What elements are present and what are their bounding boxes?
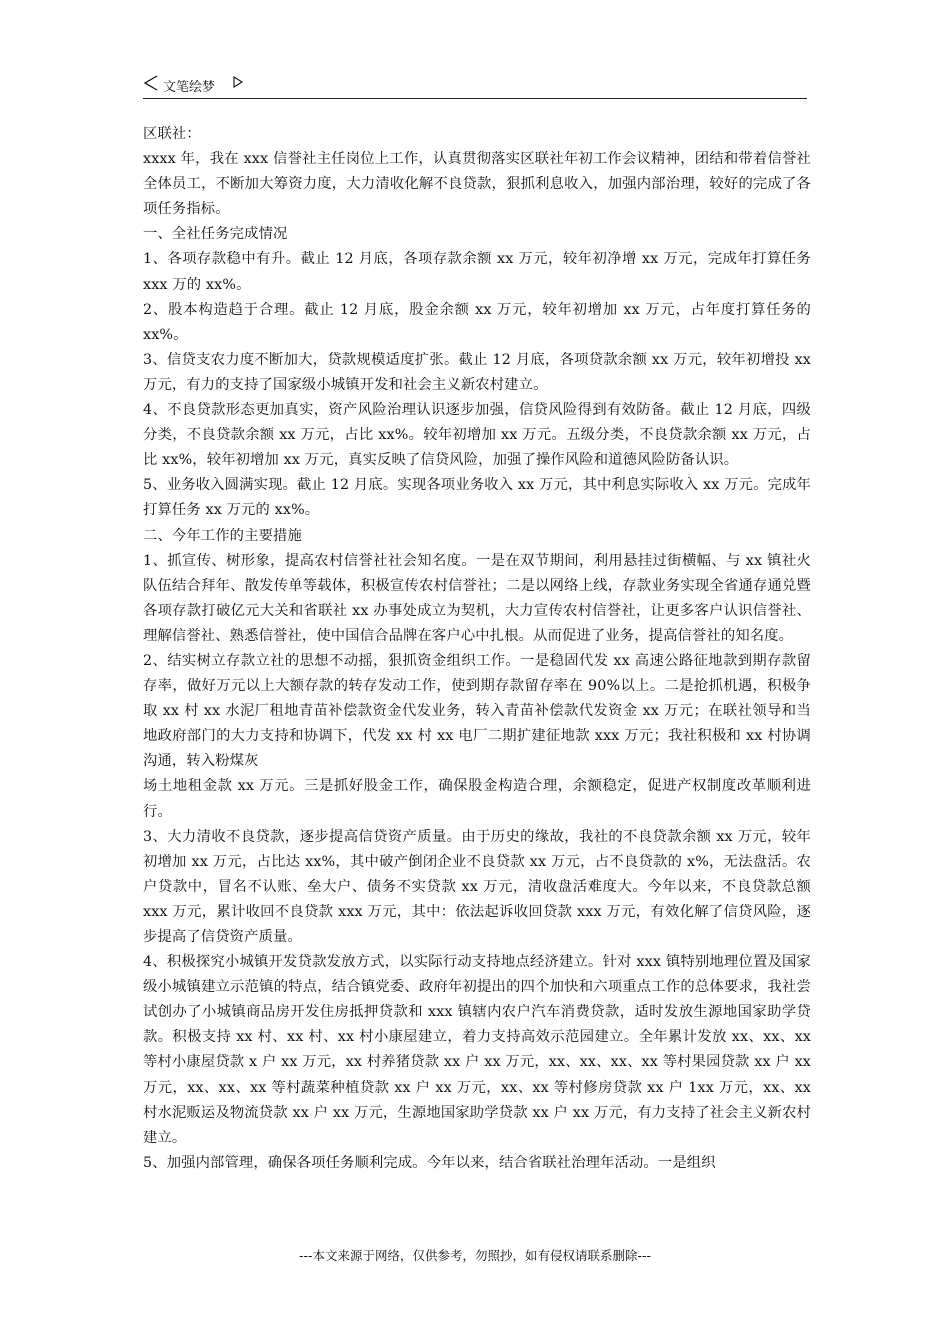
section-heading: 二、今年工作的主要措施 [143,527,302,544]
body-paragraph: 场土地租金款 xx 万元。三是抓好股金工作，确保股金构造合理，余额稳定，促进产权制度改革顺利进行。 [143,778,811,820]
body-paragraph: 1、各项存款稳中有升。截止 12 月底，各项存款余额 xx 万元，较年初净增 xx 万元，完成年打算任务 xxx 万的 xx%。 [143,251,811,293]
brand-label: 文笔绘梦 [163,80,216,95]
triangle-right-icon [233,76,243,88]
triangle-left-icon [143,74,159,92]
body-paragraph: 4、积极探究小城镇开发贷款发放方式，以实际行动支持地点经济建立。针对 xxx 镇特别地理位置及国家级小城镇建立示范镇的特点，结合镇党委、政府年初提出的四个加快和六项重点工作的总体要求，我社尝试创办了小城镇商品房开发住房抵押贷款和 xxx 镇辖内农户汽车消费贷款，适时发放生源地国家助学贷款。积极支持 xx 村、xx 村、xx 村小康屋建立，着力支持高效示范园建立。全年累计发放 xx、xx、xx 等村小康屋贷款 x 户 xx 万元，xx 村养猪贷款 xx 户 xx 万元，xx、xx、xx、xx 等村果园贷款 xx 户 xx 万元，xx、xx、xx 等村蔬菜种植贷款 xx 户 xx 万元，xx、xx 等村修房贷款 xx 户 1xx 万元，xx、xx 村水泥贩运及物流贷款 xx 户 xx 万元，生源地国家助学贷款 xx 户 xx 万元，有力支持了社会主义新农村建立。 [143,954,811,1146]
body-paragraph: 5、加强内部管理，确保各项任务顺利完成。今年以来，结合省联社治理年活动。一是组织 [143,1154,716,1171]
document-body [143,122,811,1176]
document-header [143,70,807,99]
footer-notice: ---本文来源于网络，仅供参考，勿照抄，如有侵权请联系删除--- [298,1248,652,1263]
body-paragraph: 1、抓宣传、树形象，提高农村信誉社社会知名度。一是在双节期间，利用悬挂过街横幅、与 xx 镇社火队伍结合拜年、散发传单等载体，积极宣传农村信誉社；二是以网络上线，存款业务实现全省通存通兑暨各项存款打破亿元大关和省联社 xx 办事处成立为契机，大力宣传农村信誉社，让更多客户认识信誉社、理解信誉社、熟悉信誉社，使中国信合品牌在客户心中扎根。从而促进了业务，提高信誉社的知名度。 [143,552,811,644]
body-paragraph: 2、结实树立存款立社的思想不动摇，狠抓资金组织工作。一是稳固代发 xx 高速公路征地款到期存款留存率，做好万元以上大额存款的转存发动工作，使到期存款留存率在 90%以上。二是抢抓机遇，积极争取 xx 村 xx 水泥厂租地青苗补偿款资金代发业务，转入青苗补偿款代发资金 xx 万元；在联社领导和当地政府部门的大力支持和协调下，代发 xx 村 xx 电厂二期扩建征地款 xxx 万元；我社积极和 xx 村协调沟通，转入粉煤灰 [143,652,811,770]
body-paragraph: 3、大力清收不良贷款，逐步提高信贷资产质量。由于历史的缘故，我社的不良贷款余额 xx 万元，较年初增加 xx 万元，占比达 xx%，其中破产倒闭企业不良贷款 xx 万元，占不良贷款的 x%，无法盘活。农户贷款中，冒名不认账、垒大户、债务不实贷款 xx 万元，清收盘活难度大。今年以来，不良贷款总额 xxx 万元，累计收回不良贷款 xxx 万元，其中：依法起诉收回贷款 xxx 万元，有效化解了信贷风险，逐步提高了信贷资产质量。 [143,828,811,945]
body-paragraph: 2、股本构造趋于合理。截止 12 月底，股金余额 xx 万元，较年初增加 xx 万元，占年度打算任务的 xx%。 [143,301,812,343]
body-paragraph: 4、不良贷款形态更加真实，资产风险治理认识逐步加强，信贷风险得到有效防备。截止 12 月底，四级分类，不良贷款余额 xx 万元，占比 xx%。较年初增加 xx 万元。五级分类，不良贷款余额 xx 万元，占比 xx%，较年初增加 xx 万元，真实反映了信贷风险，加强了操作风险和道德风险防备认识。 [143,402,811,469]
body-paragraph: 5、业务收入圆满实现。截止 12 月底。实现各项业务收入 xx 万元，其中利息实际收入 xx 万元。完成年打算任务 xx 万元的 xx%。 [143,477,811,519]
body-paragraph: 3、信贷支农力度不断加大，贷款规模适度扩张。截止 12 月底，各项贷款余额 xx 万元，较年初增投 xx 万元，有力的支持了国家级小城镇开发和社会主义新农村建立。 [143,351,811,393]
section-heading: 一、全社任务完成情况 [143,226,288,243]
salutation: 区联社： [143,126,201,142]
body-paragraph: xxxx 年，我在 xxx 信誉社主任岗位上工作，认真贯彻落实区联社年初工作会议精神，团结和带着信誉社全体员工，不断加大筹资力度，大力清收化解不良贷款，狠抓利息收入，加强内部治理，较好的完成了各项任务指标。 [143,151,811,218]
